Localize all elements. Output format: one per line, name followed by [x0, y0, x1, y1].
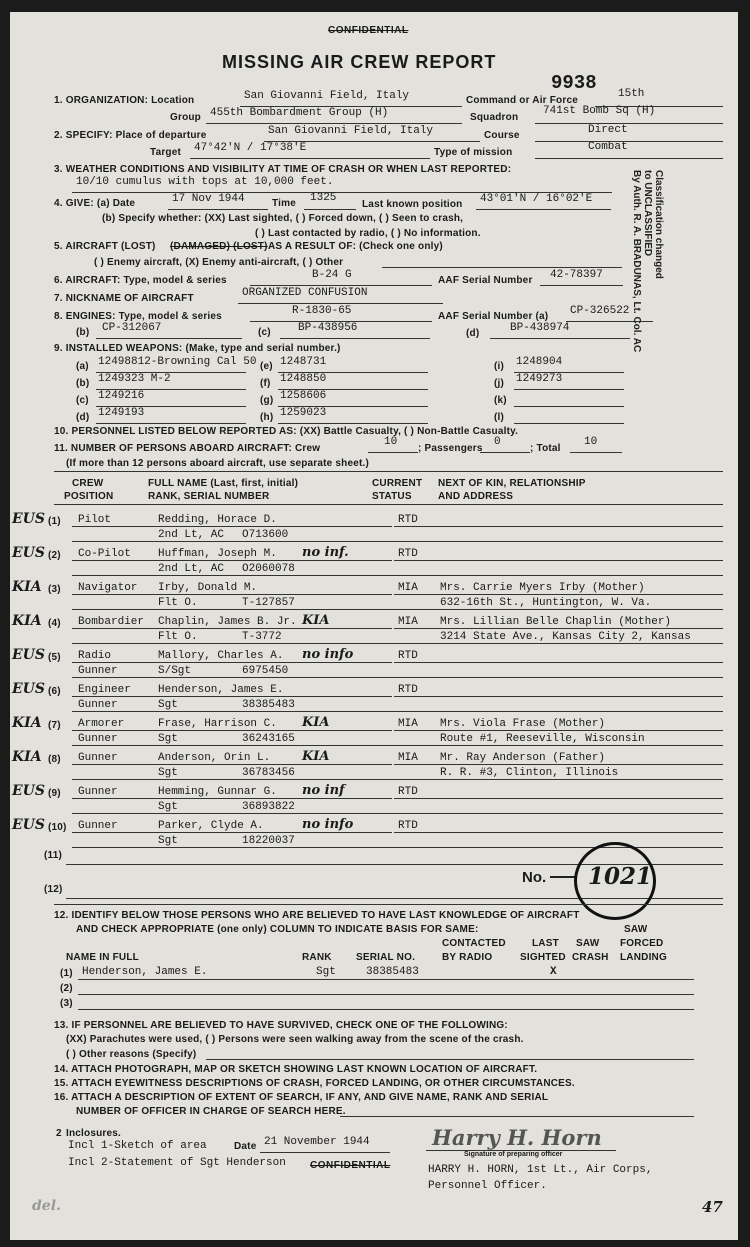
- officer-title: Personnel Officer.: [428, 1180, 547, 1192]
- location-value: San Giovanni Field, Italy: [244, 90, 410, 102]
- h-name: NAME IN FULL: [66, 952, 139, 963]
- item5-label: 5. AIRCRAFT (LOST): [54, 241, 156, 252]
- crew-status: RTD: [398, 684, 418, 696]
- weapon-value: 1248850: [280, 373, 327, 385]
- crew-handwritten-note: no info: [302, 817, 354, 832]
- command-value: 15th: [618, 88, 645, 100]
- crew-line: [72, 730, 392, 731]
- weapon-key: (e): [260, 361, 273, 372]
- crew-status: MIA: [398, 718, 418, 730]
- crew-rank: 2nd Lt, AC: [158, 529, 225, 541]
- weapon-line: [514, 406, 624, 407]
- h-rank: RANK: [302, 952, 332, 963]
- page-title: MISSING AIR CREW REPORT: [222, 52, 497, 72]
- crew-header-name: FULL NAME (Last, first, initial): [148, 478, 299, 489]
- item16-line1: 16. ATTACH A DESCRIPTION OF EXTENT OF SEARCH, IF ANY, AND GIVE NAME, RANK AND SERIAL: [54, 1092, 549, 1103]
- crew-kin-address: R. R. #3, Clinton, Illinois: [440, 767, 619, 779]
- item9-label: 9. INSTALLED WEAPONS: (Make, type and serial number.): [54, 343, 341, 354]
- crew-status: RTD: [398, 514, 418, 526]
- time-value: 1325: [310, 192, 337, 204]
- crew-line: [72, 594, 392, 595]
- crew-line: [394, 628, 723, 629]
- crew-serial: 6975450: [242, 665, 289, 677]
- departure-value: San Giovanni Field, Italy: [268, 125, 434, 137]
- crew-status: RTD: [398, 548, 418, 560]
- item5-options: ( ) Enemy aircraft, (X) Enemy anti-aircraft, ( ) Other: [94, 257, 344, 268]
- weapon-key: (i): [494, 361, 505, 372]
- stamp-line2: to UNCLASSIFIED: [642, 170, 653, 257]
- crew-num: (4): [48, 618, 61, 629]
- crew-position: Navigator: [78, 582, 138, 594]
- weapon-value: 1258606: [280, 390, 327, 402]
- weapon-key: (f): [260, 378, 271, 389]
- crew-position: Armorer: [78, 718, 125, 730]
- crew-handwritten-note: no inf: [302, 783, 345, 798]
- crew-handwritten-note: KIA: [302, 715, 330, 730]
- crew-name: Huffman, Joseph M.: [158, 548, 277, 560]
- crew-row-11-num: (11): [44, 850, 63, 861]
- crew-line: [394, 696, 723, 697]
- total-label: ; Total: [530, 443, 561, 454]
- crew-handwritten-note: no inf.: [302, 545, 349, 560]
- item7-label: 7. NICKNAME OF AIRCRAFT: [54, 293, 194, 304]
- incl1: Incl 1-Sketch of area: [68, 1140, 207, 1152]
- knowledge-mark: X: [550, 966, 557, 978]
- crew-handwritten-note: KIA: [302, 613, 330, 628]
- crew-serial: 36893822: [242, 801, 295, 813]
- weapon-value: 12498812-Browning Cal 50: [98, 356, 257, 368]
- crew-rank: S/Sgt: [158, 665, 192, 677]
- weapon-key: (l): [494, 412, 505, 423]
- crew-rank: 2nd Lt, AC: [158, 563, 225, 575]
- weapon-key: (k): [494, 395, 507, 406]
- crew-status-tag: KIA: [12, 715, 42, 731]
- weapon-key: (c): [76, 395, 89, 406]
- weapon-line: [514, 389, 624, 390]
- knowledge-num: (3): [60, 998, 73, 1009]
- crew-rank: Sgt: [158, 835, 178, 847]
- confidential-top: CONFIDENTIAL: [328, 25, 409, 36]
- h-radio1: CONTACTED: [442, 938, 506, 949]
- crew-position: Pilot: [78, 514, 112, 526]
- crew-header-kin: NEXT OF KIN, RELATIONSHIP: [438, 478, 586, 489]
- crew-status-tag: KIA: [12, 579, 42, 595]
- inclosures-num: 2: [56, 1128, 62, 1139]
- report-number: 9938: [551, 72, 597, 94]
- item6-label: 6. AIRCRAFT: Type, model & series: [54, 275, 227, 286]
- inclosures-label: Inclosures.: [66, 1128, 121, 1139]
- crew-line: [394, 764, 723, 765]
- knowledge-num: (2): [60, 983, 73, 994]
- position-value: 43°01'N / 16°02'E: [480, 193, 593, 205]
- crew-position: Engineer: [78, 684, 131, 696]
- weapon-key: (g): [260, 395, 274, 406]
- crew-num: (8): [48, 754, 61, 765]
- crew-position-2: Gunner: [78, 699, 118, 711]
- item10-label: 10. PERSONNEL LISTED BELOW REPORTED AS: (XX) Battle Casualty, ( ) Non-Battle Casualty.: [54, 426, 519, 437]
- weapon-key: (b): [76, 378, 90, 389]
- nickname-value: ORGANIZED CONFUSION: [242, 287, 368, 299]
- crew-status: RTD: [398, 650, 418, 662]
- confidential-bottom: CONFIDENTIAL: [310, 1160, 391, 1171]
- weapon-line: [514, 423, 624, 424]
- crew-serial: T-127857: [242, 597, 295, 609]
- engine-type-value: R-1830-65: [292, 305, 352, 317]
- squadron-label: Squadron: [470, 112, 519, 123]
- crew-num: (2): [48, 550, 61, 561]
- course-label: Course: [484, 130, 520, 141]
- incl2: Incl 2-Statement of Sgt Henderson: [68, 1157, 286, 1169]
- crew-num: (9): [48, 788, 61, 799]
- crew-name: Henderson, James E.: [158, 684, 284, 696]
- crew-num: (10): [48, 822, 67, 833]
- crew-name: Parker, Clyde A.: [158, 820, 264, 832]
- engine-serial-label: AAF Serial Number (a): [438, 311, 549, 322]
- crew-status: RTD: [398, 786, 418, 798]
- crew-rank: Sgt: [158, 801, 178, 813]
- crew-line: [72, 779, 723, 780]
- crew-handwritten-note: no info: [302, 647, 354, 662]
- crew-line: [72, 745, 723, 746]
- crew-serial: O713600: [242, 529, 289, 541]
- crew-position: Bombardier: [78, 616, 145, 628]
- weapon-line: [96, 423, 246, 424]
- crew-serial: O2060078: [242, 563, 295, 575]
- crew-kin: Mrs. Carrie Myers Irby (Mother): [440, 582, 645, 594]
- weapon-line: [278, 423, 428, 424]
- crew-line: [72, 609, 723, 610]
- total-count: 10: [584, 436, 598, 448]
- engine-b-label: (b): [76, 327, 90, 338]
- item4-specify2: ( ) Last contacted by radio, ( ) No information.: [255, 228, 481, 239]
- item14-label: 14. ATTACH PHOTOGRAPH, MAP OR SKETCH SHOWING LAST KNOWN LOCATION OF AIRCRAFT.: [54, 1064, 538, 1075]
- crew-kin: Mrs. Lillian Belle Chaplin (Mother): [440, 616, 672, 628]
- crew-status: MIA: [398, 582, 418, 594]
- item1-label: 1. ORGANIZATION: Location: [54, 95, 195, 106]
- crew-status-tag: EUS: [12, 783, 45, 799]
- footer-date: 21 November 1944: [264, 1136, 370, 1148]
- officer-name: HARRY H. HORN, 1st Lt., Air Corps,: [428, 1164, 653, 1176]
- crew-position: Radio: [78, 650, 112, 662]
- crew-kin: Mr. Ray Anderson (Father): [440, 752, 606, 764]
- mission-label: Type of mission: [434, 147, 513, 158]
- crew-name: Irby, Donald M.: [158, 582, 258, 594]
- crew-kin-address: 3214 State Ave., Kansas City 2, Kansas: [440, 631, 691, 643]
- crew-kin: Mrs. Viola Frase (Mother): [440, 718, 606, 730]
- crew-rank: Sgt: [158, 699, 178, 711]
- crew-line: [394, 730, 723, 731]
- weapon-key: (j): [494, 378, 505, 389]
- knowledge-line: [78, 994, 694, 995]
- command-label: Command or Air Force: [466, 95, 578, 106]
- stamp-line1: Classification changed: [653, 170, 664, 279]
- crew-header-position: POSITION: [64, 491, 114, 502]
- engine-d-label: (d): [466, 328, 480, 339]
- crew-serial: 36243165: [242, 733, 295, 745]
- crew-status: MIA: [398, 616, 418, 628]
- engine-c-value: BP-438956: [298, 322, 358, 334]
- item16-line2: NUMBER OF OFFICER IN CHARGE OF SEARCH HERE.: [76, 1106, 346, 1117]
- crew-line: [394, 526, 723, 527]
- item13-label: 13. IF PERSONNEL ARE BELIEVED TO HAVE SURVIVED, CHECK ONE OF THE FOLLOWING:: [54, 1020, 508, 1031]
- aircraft-type-value: B-24 G: [312, 269, 352, 281]
- knowledge-num: (1): [60, 968, 73, 979]
- crew-position: Gunner: [78, 752, 118, 764]
- knowledge-line: [78, 979, 694, 980]
- crew-line: [72, 696, 392, 697]
- crew-status: MIA: [398, 752, 418, 764]
- knowledge-name: Henderson, James E.: [82, 966, 208, 978]
- h-serial: SERIAL NO.: [356, 952, 416, 963]
- h-landing2: FORCED: [620, 938, 664, 949]
- engine-a-value: CP-326522: [570, 305, 630, 317]
- item13-opt1: (XX) Parachutes were used, ( ) Persons were seen walking away from the scene of the crash.: [66, 1034, 524, 1045]
- weapon-value: 1259023: [280, 407, 327, 419]
- crew-num: (6): [48, 686, 61, 697]
- knowledge-serial: 38385483: [366, 966, 419, 978]
- crew-num: (3): [48, 584, 61, 595]
- group-value: 455th Bombardment Group (H): [210, 107, 389, 119]
- crew-name: Hemming, Gunnar G.: [158, 786, 277, 798]
- crew-line: [394, 594, 723, 595]
- crew-rank: Sgt: [158, 767, 178, 779]
- crew-status-tag: EUS: [12, 647, 45, 663]
- crew-name: Redding, Horace D.: [158, 514, 277, 526]
- report-page: [10, 12, 738, 1240]
- crew-line: [72, 643, 723, 644]
- crew-num: (1): [48, 516, 61, 527]
- crew-header-crew: CREW: [72, 478, 104, 489]
- crew-serial: T-3772: [242, 631, 282, 643]
- crew-count: 10: [384, 436, 398, 448]
- weapon-value: 1248904: [516, 356, 563, 368]
- date-value: 17 Nov 1944: [172, 193, 245, 205]
- page-number: 47: [702, 1198, 723, 1216]
- h-sighted2: SIGHTED: [520, 952, 566, 963]
- weapon-value: 1249216: [98, 390, 145, 402]
- item8-label: 8. ENGINES: Type, model & series: [54, 311, 222, 322]
- h-sighted1: LAST: [532, 938, 559, 949]
- crew-name: Mallory, Charles A.: [158, 650, 284, 662]
- crew-serial: 36783456: [242, 767, 295, 779]
- crew-header-rank: RANK, SERIAL NUMBER: [148, 491, 270, 502]
- crew-position: Co-Pilot: [78, 548, 131, 560]
- crew-line: [72, 677, 723, 678]
- engine-d-value: BP-438974: [510, 322, 570, 334]
- knowledge-rank: Sgt: [316, 966, 336, 978]
- crew-serial: 38385483: [242, 699, 295, 711]
- item2-label: 2. SPECIFY: Place of departure: [54, 130, 207, 141]
- crew-line: [72, 628, 392, 629]
- item13-opt2: ( ) Other reasons (Specify): [66, 1049, 197, 1060]
- crew-line: [72, 813, 723, 814]
- target-label: Target: [150, 147, 182, 158]
- target-value: 47°42'N / 17°38'E: [194, 142, 307, 154]
- crew-position: Gunner: [78, 820, 118, 832]
- crew-line: [72, 711, 723, 712]
- knowledge-line: [78, 1009, 694, 1010]
- weapon-value: 1249323 M-2: [98, 373, 171, 385]
- engine-c-label: (c): [258, 327, 271, 338]
- crew-line: [72, 798, 392, 799]
- footer-date-label: Date: [234, 1141, 257, 1152]
- item15-label: 15. ATTACH EYEWITNESS DESCRIPTIONS OF CRASH, FORCED LANDING, OR OTHER CIRCUMSTANCES.: [54, 1078, 575, 1089]
- crew-position-2: Gunner: [78, 733, 118, 745]
- time-label: Time: [272, 198, 296, 209]
- aircraft-serial-label: AAF Serial Number: [438, 275, 533, 286]
- crew-line: [72, 526, 392, 527]
- crew-name: Frase, Harrison C.: [158, 718, 277, 730]
- item3-label: 3. WEATHER CONDITIONS AND VISIBILITY AT TIME OF CRASH OR WHEN LAST REPORTED:: [54, 164, 512, 175]
- item5-rest: AS A RESULT OF: (Check one only): [268, 241, 443, 252]
- crew-name: Chaplin, James B. Jr.: [158, 616, 297, 628]
- crew-line: [72, 575, 723, 576]
- aircraft-serial-value: 42-78397: [550, 269, 603, 281]
- crew-header-status: STATUS: [372, 491, 412, 502]
- weapon-value: 1249193: [98, 407, 145, 419]
- number-label: No.: [522, 869, 547, 886]
- item11-note: (If more than 12 persons aboard aircraft, use separate sheet.): [66, 458, 370, 469]
- crew-status-tag: KIA: [12, 749, 42, 765]
- crew-kin-address: Route #1, Reeseville, Wisconsin: [440, 733, 645, 745]
- crew-rank: Sgt: [158, 733, 178, 745]
- crew-row-12-num: (12): [44, 884, 63, 895]
- mission-value: Combat: [588, 141, 628, 153]
- h-crash2: CRASH: [572, 952, 609, 963]
- crew-line: [72, 662, 392, 663]
- weapon-key: (a): [76, 361, 89, 372]
- crew-status-tag: EUS: [12, 817, 45, 833]
- declassification-stamp: [622, 170, 664, 416]
- weather-value: 10/10 cumulus with tops at 10,000 feet.: [76, 176, 334, 188]
- crew-name: Anderson, Orin L.: [158, 752, 271, 764]
- passengers-count: 0: [494, 436, 501, 448]
- item12-label: 12. IDENTIFY BELOW THOSE PERSONS WHO ARE BELIEVED TO HAVE LAST KNOWLEDGE OF AIRCRAFT: [54, 910, 580, 921]
- crew-line: [394, 798, 723, 799]
- crew-status-tag: KIA: [12, 613, 42, 629]
- crew-line: [394, 560, 723, 561]
- crew-line: [72, 560, 392, 561]
- engine-b-value: CP-312067: [102, 322, 162, 334]
- crew-kin-address: 632-16th St., Huntington, W. Va.: [440, 597, 652, 609]
- position-label: Last known position: [362, 199, 463, 210]
- h-landing1: SAW: [624, 924, 648, 935]
- crew-line: [72, 541, 723, 542]
- h-landing3: LANDING: [620, 952, 667, 963]
- crew-num: (5): [48, 652, 61, 663]
- item4-specify: (b) Specify whether: (XX) Last sighted, ( ) Forced down, ( ) Seen to crash,: [102, 213, 464, 224]
- weapon-value: 1249273: [516, 373, 563, 385]
- crew-status-tag: EUS: [12, 511, 45, 527]
- item4-label: 4. GIVE: (a) Date: [54, 198, 136, 209]
- weapon-value: 1248731: [280, 356, 327, 368]
- item5-struck: (DAMAGED) (LOST): [170, 241, 268, 252]
- item11-label: 11. NUMBER OF PERSONS ABOARD AIRCRAFT: Crew: [54, 443, 321, 454]
- stamp-line3: By Auth. R. A. BRADUNAS, Lt. Col. AC: [631, 170, 642, 353]
- crew-position-2: Gunner: [78, 665, 118, 677]
- circled-number: 1021: [588, 863, 653, 890]
- crew-line: [394, 832, 723, 833]
- weapon-key: (h): [260, 412, 274, 423]
- group-label: Group: [170, 112, 201, 123]
- crew-rank: Flt O.: [158, 597, 198, 609]
- crew-line: [72, 764, 392, 765]
- crew-header-current: CURRENT: [372, 478, 423, 489]
- course-value: Direct: [588, 124, 628, 136]
- signature: Harry H. Horn: [432, 1125, 602, 1150]
- h-crash1: SAW: [576, 938, 600, 949]
- crew-line: [72, 832, 392, 833]
- corner-note: del.: [32, 1198, 61, 1214]
- crew-rank: Flt O.: [158, 631, 198, 643]
- crew-serial: 18220037: [242, 835, 295, 847]
- crew-line: [394, 662, 723, 663]
- h-radio2: BY RADIO: [442, 952, 493, 963]
- passengers-label: ; Passengers: [418, 443, 483, 454]
- crew-handwritten-note: KIA: [302, 749, 330, 764]
- item12-label2: AND CHECK APPROPRIATE (one only) COLUMN TO INDICATE BASIS FOR SAME:: [76, 924, 479, 935]
- crew-num: (7): [48, 720, 61, 731]
- squadron-value: 741st Bomb Sq (H): [543, 105, 656, 117]
- crew-status-tag: EUS: [12, 681, 45, 697]
- signature-label: Signature of preparing officer: [464, 1151, 563, 1158]
- crew-header-address: AND ADDRESS: [438, 491, 514, 502]
- weapon-key: (d): [76, 412, 90, 423]
- crew-status-tag: EUS: [12, 545, 45, 561]
- crew-position: Gunner: [78, 786, 118, 798]
- crew-status: RTD: [398, 820, 418, 832]
